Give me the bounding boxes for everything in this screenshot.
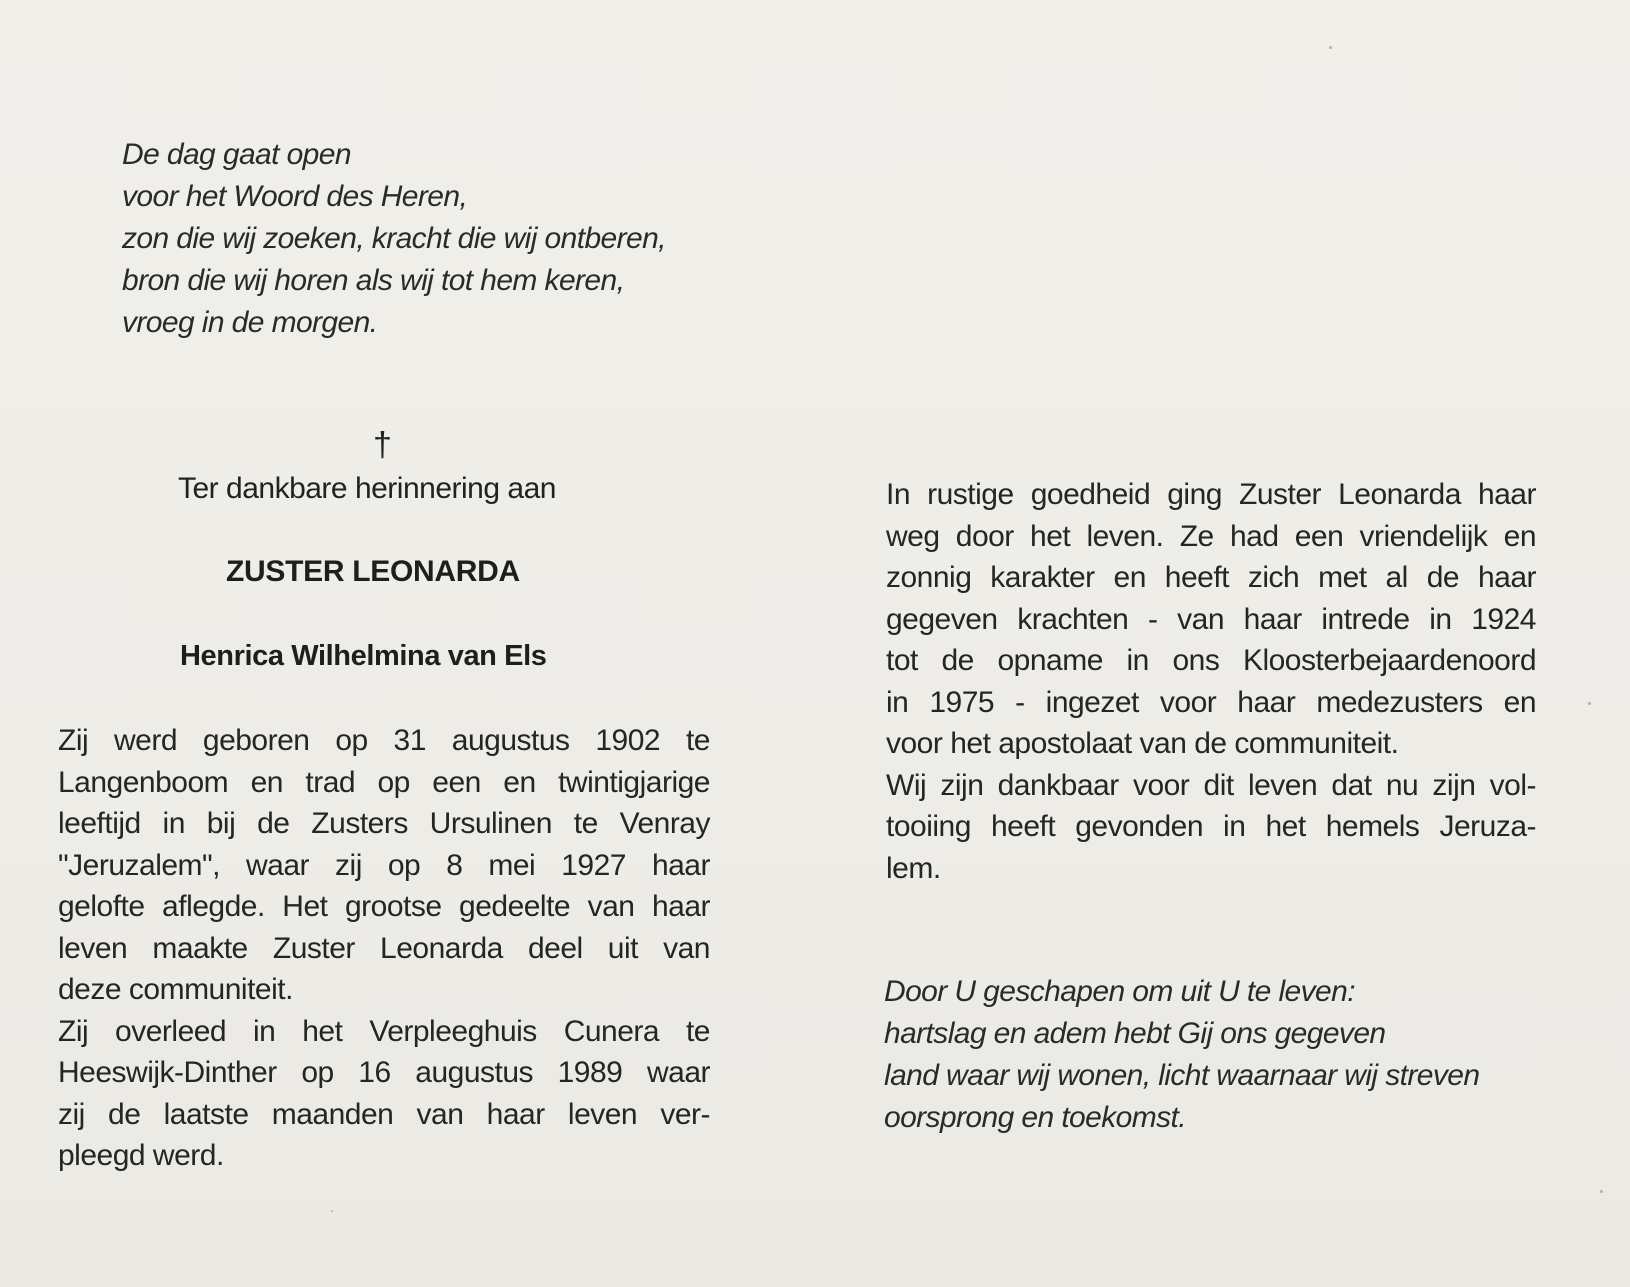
civil-name-heading: Henrica Wilhelmina van Els <box>180 640 547 672</box>
dedication-line: Ter dankbare herinnering aan <box>178 472 556 505</box>
biography-line: Heeswijk-Dinther op 16 augustus 1989 waar <box>58 1056 710 1089</box>
biography-line: pleegd werd. <box>58 1139 224 1172</box>
opening-poem-line: voor het Woord des Heren, <box>122 180 468 213</box>
biography-line: voor het apostolaat van de communiteit. <box>886 727 1399 760</box>
biography-line: gelofte aflegde. Het grootse gedeelte van haar <box>58 890 710 923</box>
closing-poem-line: Door U geschapen om uit U te leven: <box>884 975 1355 1008</box>
biography-line: in 1975 - ingezet voor haar medezusters en <box>886 685 1536 719</box>
biography-line: Langenboom en trad op een en twintigjarige <box>58 765 710 799</box>
biography-line: tooiing heeft gevonden in het hemels Jeruza- <box>886 810 1536 843</box>
closing-poem <box>884 971 1479 1139</box>
biography-line: deze communiteit. <box>58 973 293 1006</box>
opening-poem <box>122 134 666 344</box>
biography-line: Wij zijn dankbaar voor dit leven dat nu zijn vol- <box>886 768 1536 802</box>
opening-poem-line: zon die wij zoeken, kracht die wij ontberen, <box>122 222 666 255</box>
religious-name-heading: ZUSTER LEONARDA <box>226 555 520 588</box>
closing-poem-line: hartslag en adem hebt Gij ons gegeven <box>884 1017 1386 1050</box>
paper-speck <box>1588 702 1591 705</box>
biography-line: gegeven krachten - van haar intrede in 1924 <box>886 602 1536 636</box>
biography-line: leven maakte Zuster Leonarda deel uit van <box>58 931 710 965</box>
biography-line: Zij overleed in het Verpleeghuis Cunera te <box>58 1014 710 1048</box>
opening-poem-line: bron die wij horen als wij tot hem keren, <box>122 264 625 297</box>
paper-speck <box>1329 46 1332 49</box>
paper-speck <box>1600 1190 1603 1193</box>
biography-line: lem. <box>886 851 941 885</box>
closing-poem-line: land waar wij wonen, licht waarnaar wij streven <box>884 1059 1480 1092</box>
biography-line: Zij werd geboren op 31 augustus 1902 te <box>58 724 710 757</box>
biography-line: zonnig karakter en heeft zich met al de haar <box>886 561 1536 594</box>
cross-icon: † <box>373 426 392 464</box>
biography-line: "Jeruzalem", waar zij op 8 mei 1927 haar <box>58 848 710 882</box>
closing-poem-line: oorsprong en toekomst. <box>884 1101 1186 1134</box>
opening-poem-line: De dag gaat open <box>122 138 351 171</box>
biography-line: tot de opname in ons Kloosterbejaardenoord <box>886 644 1536 677</box>
biography-line: zij de laatste maanden van haar leven ver- <box>58 1097 710 1131</box>
biography-line: weg door het leven. Ze had een vriendelijk en <box>886 519 1536 553</box>
biography-left <box>58 720 710 1177</box>
biography-right <box>886 474 1536 889</box>
biography-line: leeftijd in bij de Zusters Ursulinen te Venray <box>58 807 710 840</box>
opening-poem-line: vroeg in de morgen. <box>122 306 378 339</box>
paper-speck <box>331 1210 333 1212</box>
biography-line: In rustige goedheid ging Zuster Leonarda haar <box>886 478 1536 511</box>
